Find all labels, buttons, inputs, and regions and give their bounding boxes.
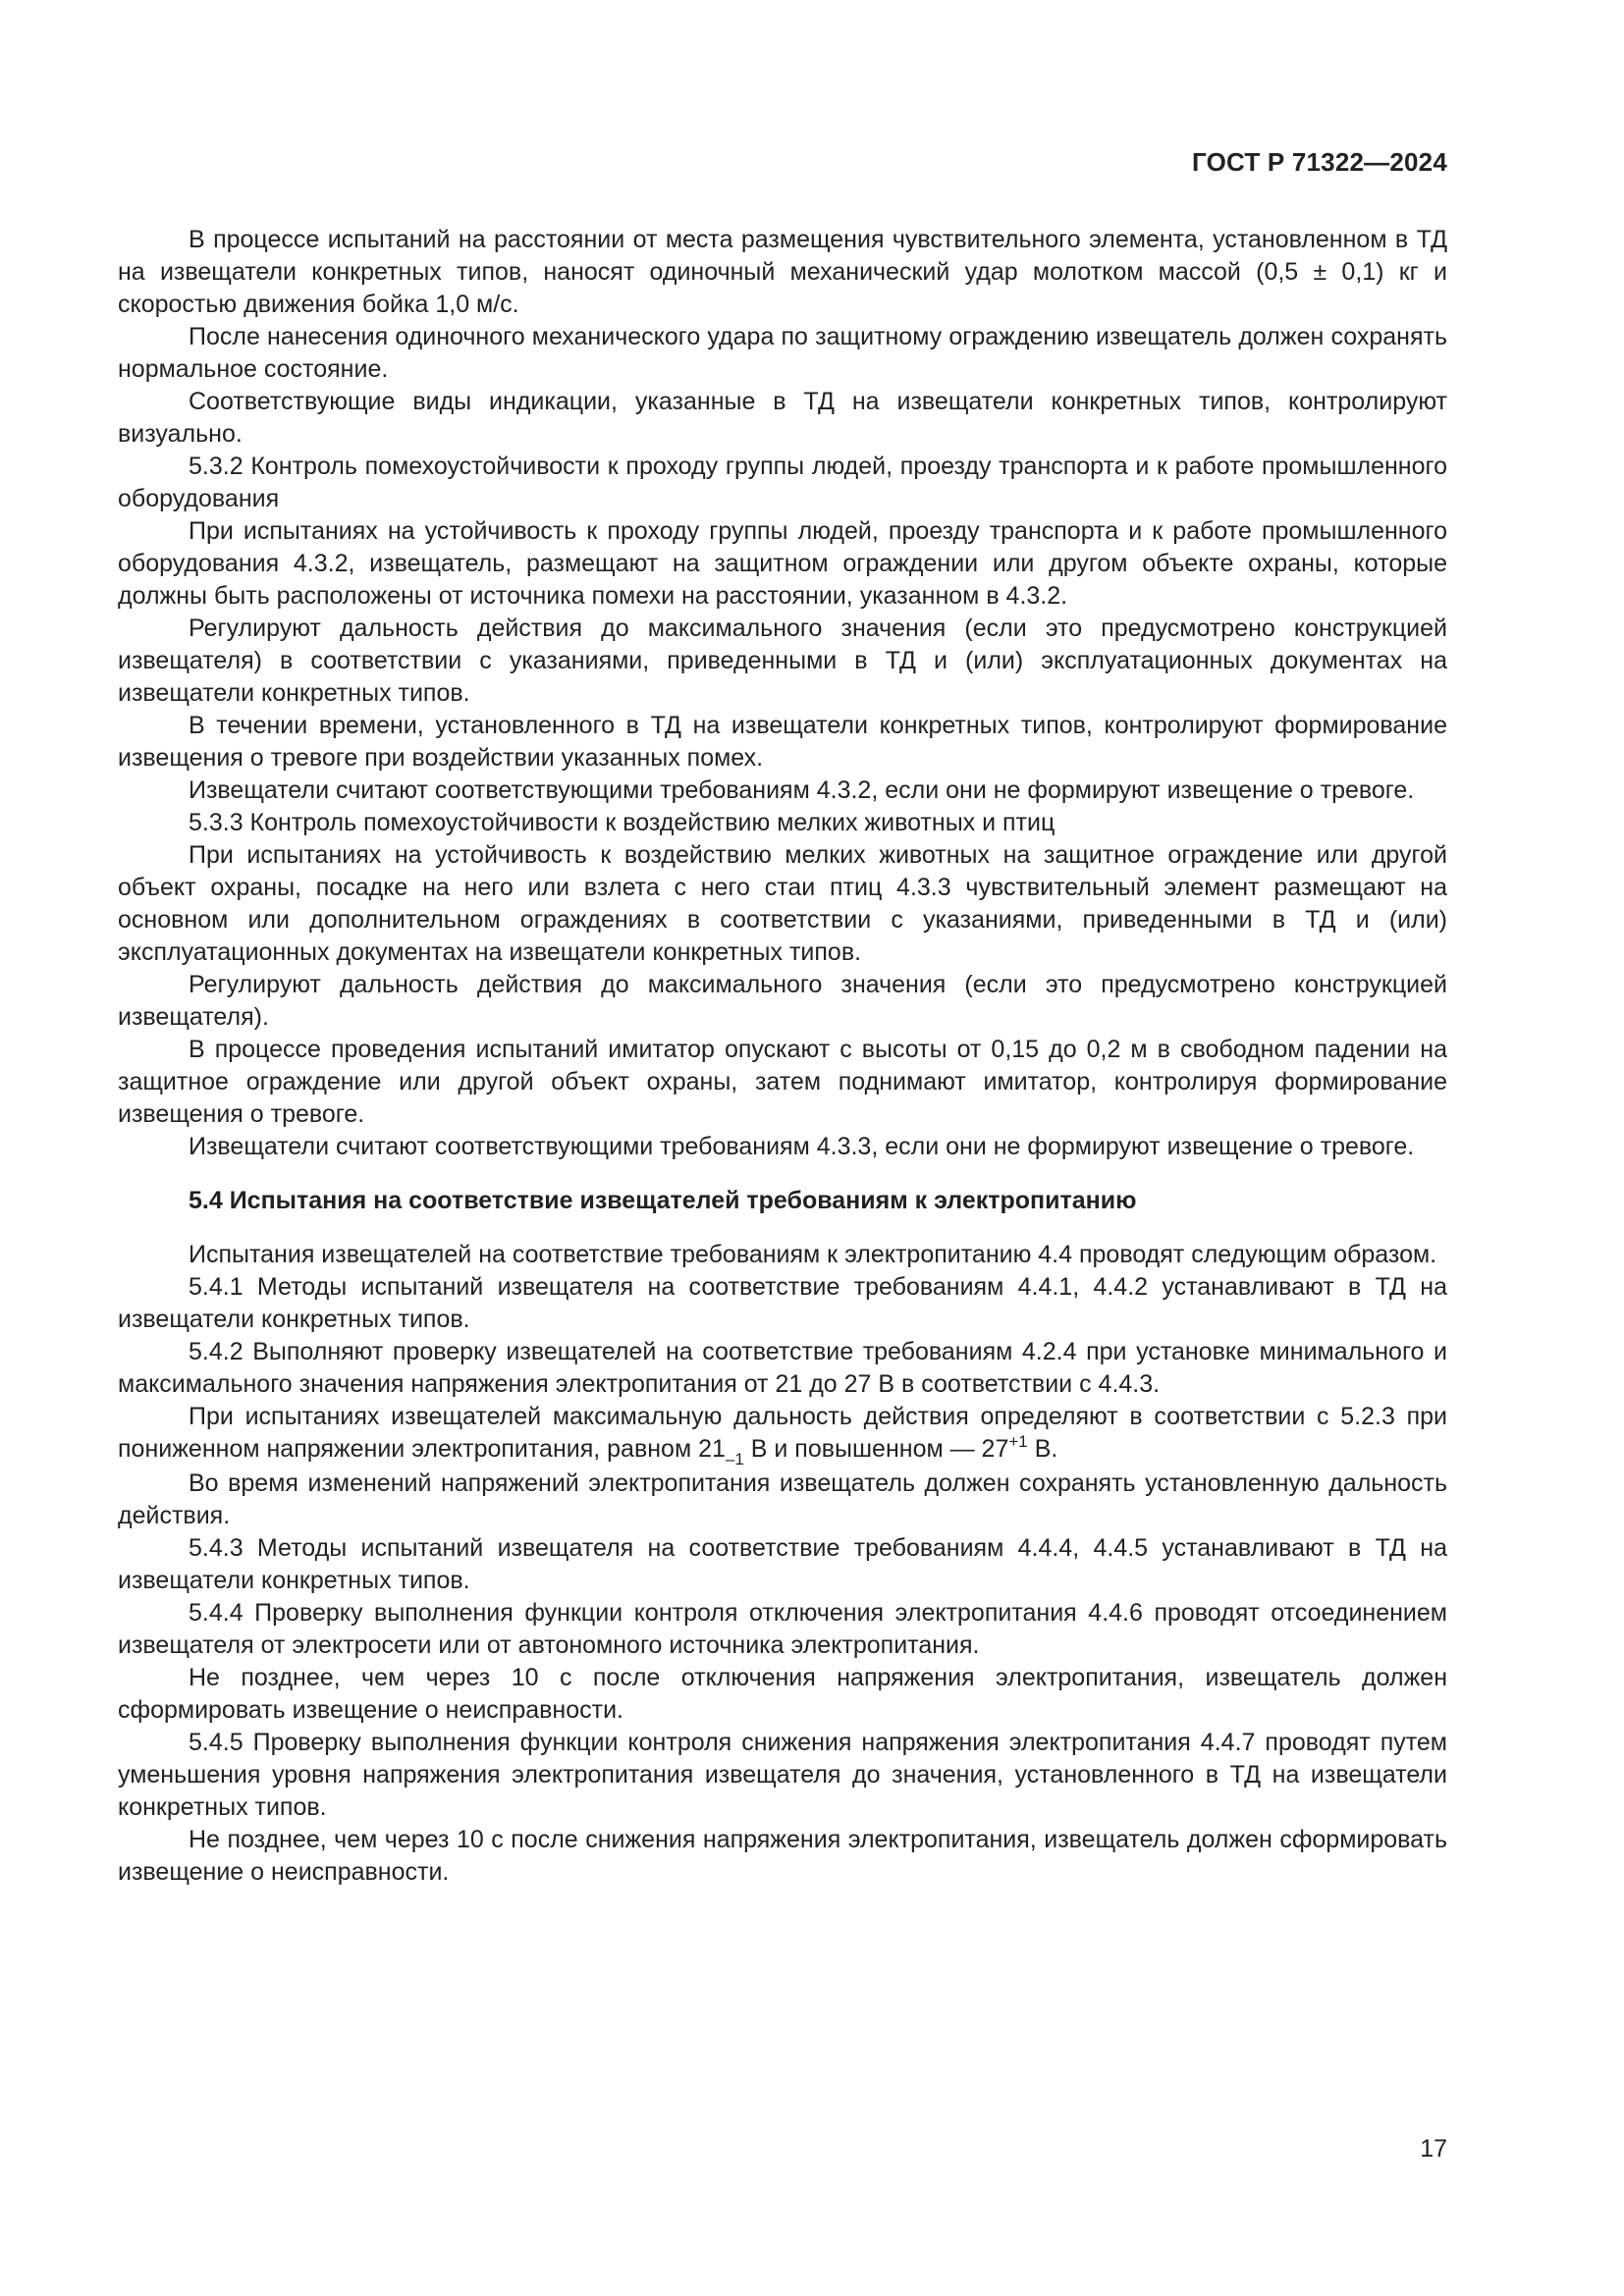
paragraph: 5.4.2 Выполняют проверку извещателей на соответствие требованиям 4.2.4 при установке минимального и максимального значения напряжения электропитания от 21 до 27 В в соответствии с 4.4.3.	[118, 1338, 1447, 1398]
paragraph: При испытаниях на устойчивость к воздействию мелких животных на защитное ограждение или другой объект охраны, посадке на него или взлета с него стаи птиц 4.3.3 чувствительный элемент размещают на основном или дополнительном ограждениях в соответствии с указаниями, приведенными в ТД и (или) эксплуатационных документах на извещатели конкретных типов.	[118, 841, 1447, 966]
document-header: ГОСТ Р 71322—2024	[1192, 147, 1447, 177]
paragraph: В течении времени, установленного в ТД на извещатели конкретных типов, контролируют формирование извещения о тревоге при воздействии указанных помех.	[118, 712, 1447, 772]
paragraph: В процессе проведения испытаний имитатор опускают с высоты от 0,15 до 0,2 м в свободном падении на защитное ограждение или другой объект охраны, затем поднимают имитатор, контролируя формирование извещения о тревоге.	[118, 1036, 1447, 1128]
paragraph: 5.4.1 Методы испытаний извещателя на соответствие требованиям 4.4.1, 4.4.2 устанавливают в ТД на извещатели конкретных типов.	[118, 1273, 1447, 1333]
text-run: В и повышенном — 27	[743, 1435, 1009, 1463]
paragraph: В процессе испытаний на расстоянии от места размещения чувствительного элемента, установленном в ТД на извещатели конкретных типов, наносят одиночный механический удар молотком массой (0,5 ± 0,1) кг и скоростью движения бойка 1,0 м/с.	[118, 226, 1447, 318]
subscript: –1	[725, 1450, 744, 1468]
paragraph: Соответствующие виды индикации, указанные в ТД на извещатели конкретных типов, контролируют визуально.	[118, 388, 1447, 448]
paragraph: Не позднее, чем через 10 с после отключения напряжения электропитания, извещатель должен сформировать извещение о неисправности.	[118, 1664, 1447, 1724]
paragraph: Испытания извещателей на соответствие требованиям к электропитанию 4.4 проводят следующим образом.	[189, 1241, 1437, 1268]
paragraph: Извещатели считают соответствующими требованиям 4.3.3, если они не формируют извещение о тревоге.	[189, 1133, 1415, 1160]
paragraph: Во время изменений напряжений электропитания извещатель должен сохранять установленную дальность действия.	[118, 1469, 1447, 1529]
paragraph: Извещатели считают соответствующими требованиям 4.3.2, если они не формируют извещение о тревоге.	[189, 776, 1415, 804]
paragraph: При испытаниях на устойчивость к проходу группы людей, проезду транспорта и к работе промышленного оборудования 4.3.2, извещатель, размещают на защитном ограждении или другом объекте охраны, которые должны быть расположены от источника помехи на расстоянии, указанном в 4.3.2.	[118, 517, 1447, 610]
paragraph: После нанесения одиночного механического удара по защитному ограждению извещатель должен сохранять нормальное состояние.	[118, 323, 1447, 383]
section-heading: 5.4 Испытания на соответствие извещателей требованиям к электропитанию	[189, 1187, 1137, 1214]
paragraph-voltage	[118, 1401, 1447, 1468]
paragraph: Регулируют дальность действия до максимального значения (если это предусмотрено конструкцией извещателя) в соответствии с указаниями, приведенными в ТД и (или) эксплуатационных документах на извещатели конкретных типов.	[118, 614, 1447, 707]
page-number: 17	[1420, 2135, 1447, 2163]
paragraph: Не позднее, чем через 10 с после снижения напряжения электропитания, извещатель должен сформировать извещение о неисправности.	[118, 1826, 1447, 1886]
paragraph: Регулируют дальность действия до максимального значения (если это предусмотрено конструкцией извещателя).	[118, 971, 1447, 1031]
text-run: В.	[1027, 1435, 1058, 1463]
document-body	[118, 224, 1447, 1889]
subsection-title: 5.3.2 Контроль помехоустойчивости к проходу группы людей, проезду транспорта и к работе промышленного оборудования	[118, 453, 1447, 512]
superscript: +1	[1008, 1432, 1028, 1451]
paragraph: 5.4.5 Проверку выполнения функции контроля снижения напряжения электропитания 4.4.7 проводят путем уменьшения уровня напряжения электропитания извещателя до значения, установленного в ТД на извещатели конкретных типов.	[118, 1729, 1447, 1821]
paragraph: 5.4.3 Методы испытаний извещателя на соответствие требованиям 4.4.4, 4.4.5 устанавливают в ТД на извещатели конкретных типов.	[118, 1534, 1447, 1594]
paragraph: 5.4.4 Проверку выполнения функции контроля отключения электропитания 4.4.6 проводят отсоединением извещателя от электросети или от автономного источника электропитания.	[118, 1599, 1447, 1659]
subsection-title: 5.3.3 Контроль помехоустойчивости к воздействию мелких животных и птиц	[189, 809, 1056, 836]
text-run: При испытаниях извещателей максимальную дальность действия определяют в соответствии с 5.2.3 при пониженном напряжении электропитания, равном 21	[118, 1403, 1447, 1463]
